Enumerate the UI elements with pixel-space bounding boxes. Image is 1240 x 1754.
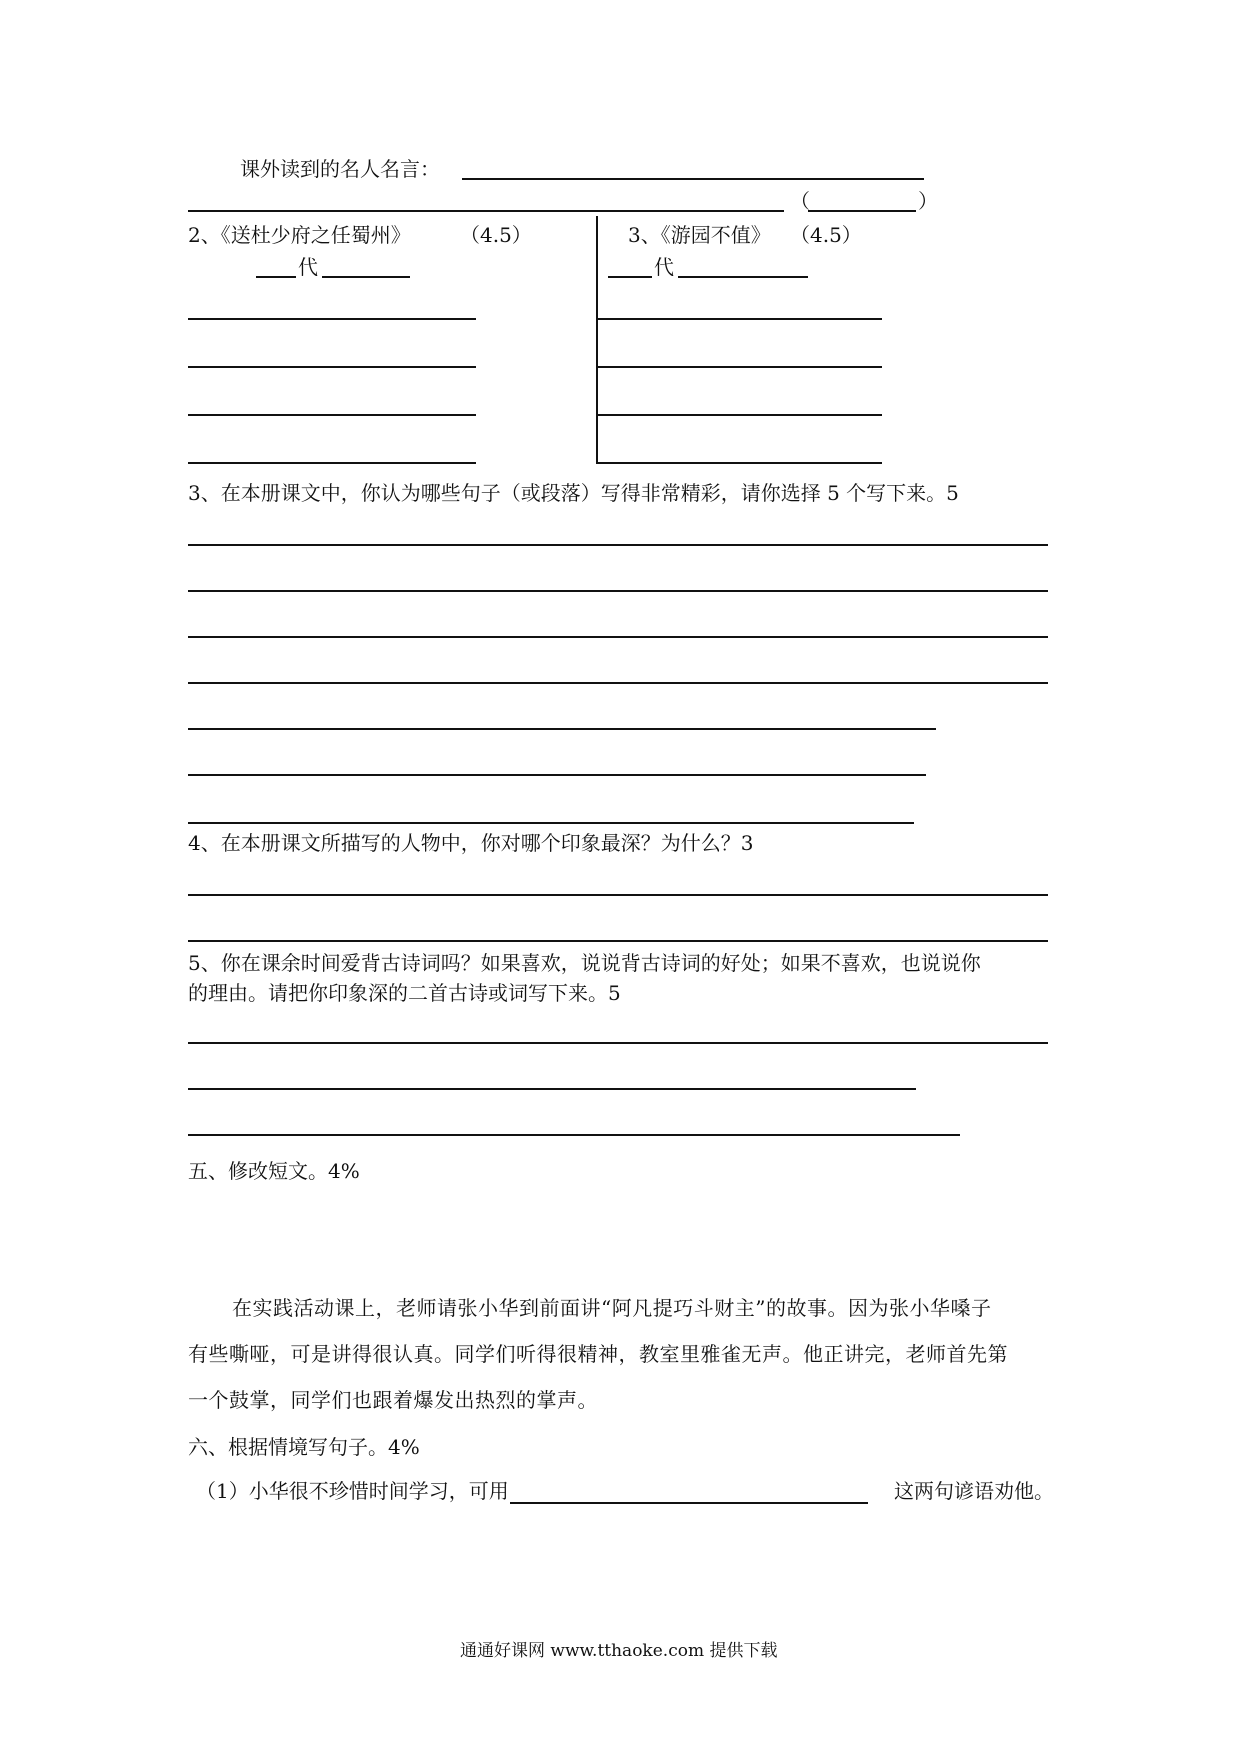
poem3-line-2[interactable] bbox=[598, 366, 882, 368]
poem-divider bbox=[596, 216, 598, 464]
poem2-line-4[interactable] bbox=[188, 462, 476, 464]
q5-answer-line-3[interactable] bbox=[188, 1134, 960, 1136]
poem3-score: （4.5） bbox=[790, 223, 862, 247]
q3-answer-line-3[interactable] bbox=[188, 636, 1048, 638]
q5-answer-line-2[interactable] bbox=[188, 1088, 916, 1090]
poem2-dynasty-label: 代 bbox=[298, 255, 318, 279]
poem2-title: 2、《送杜少府之任蜀州》 bbox=[188, 223, 411, 247]
poem2-author-line[interactable] bbox=[322, 276, 410, 278]
section5-heading: 五、修改短文。4% bbox=[188, 1159, 360, 1183]
q5-prompt-line-2: 的理由。请把你印象深的二首古诗或词写下来。5 bbox=[188, 981, 621, 1005]
section6-heading: 六、根据情境写句子。4% bbox=[188, 1435, 420, 1459]
quote-source-paren-close: ） bbox=[918, 189, 938, 213]
q3-answer-line-7[interactable] bbox=[188, 822, 914, 824]
quote-label: 课外读到的名人名言： bbox=[240, 157, 440, 181]
q4-prompt: 4、在本册课文所描写的人物中，你对哪个印象最深？为什么？3 bbox=[188, 831, 754, 855]
section6-item1-suffix: 这两句谚语劝他。 bbox=[894, 1479, 1054, 1503]
poem3-dynasty-line[interactable] bbox=[608, 276, 652, 278]
q5-answer-line-1[interactable] bbox=[188, 1042, 1048, 1044]
section6-item1-prefix: （1）小华很不珍惜时间学习，可用 bbox=[196, 1479, 509, 1503]
poem2-line-2[interactable] bbox=[188, 366, 476, 368]
quote-source-paren-open: （ bbox=[790, 189, 810, 213]
poem2-line-3[interactable] bbox=[188, 414, 476, 416]
poem3-line-4[interactable] bbox=[598, 462, 882, 464]
poem3-author-line[interactable] bbox=[678, 276, 808, 278]
q4-answer-line-2[interactable] bbox=[188, 940, 1048, 942]
poem2-dynasty-line[interactable] bbox=[256, 276, 296, 278]
poem3-title: 3、《游园不值》 bbox=[628, 223, 771, 247]
section6-item1-answer-line[interactable] bbox=[510, 1502, 868, 1504]
q3-answer-line-2[interactable] bbox=[188, 590, 1048, 592]
quote-source-line[interactable] bbox=[808, 210, 916, 212]
poem3-line-1[interactable] bbox=[598, 318, 882, 320]
q5-prompt-line-1: 5、你在课余时间爱背古诗词吗？如果喜欢，说说背古诗词的好处；如果不喜欢，也说说你 bbox=[188, 951, 981, 975]
q3-answer-line-6[interactable] bbox=[188, 774, 926, 776]
quote-answer-line-1[interactable] bbox=[462, 178, 924, 180]
quote-answer-line-2[interactable] bbox=[188, 210, 784, 212]
poem2-score: （4.5） bbox=[460, 223, 532, 247]
poem3-line-3[interactable] bbox=[598, 414, 882, 416]
passage-line-3: 一个鼓掌，同学们也跟着爆发出热烈的掌声。 bbox=[188, 1388, 598, 1412]
q4-answer-line-1[interactable] bbox=[188, 894, 1048, 896]
poem2-line-1[interactable] bbox=[188, 318, 476, 320]
passage-line-1: 在实践活动课上，老师请张小华到前面讲“阿凡提巧斗财主”的故事。因为张小华嗓子 bbox=[232, 1296, 992, 1320]
passage-line-2: 有些嘶哑，可是讲得很认真。同学们听得很精神，教室里雅雀无声。他正讲完，老师首先第 bbox=[188, 1342, 1008, 1366]
q3-answer-line-5[interactable] bbox=[188, 728, 936, 730]
q3-prompt: 3、在本册课文中，你认为哪些句子（或段落）写得非常精彩，请你选择 5 个写下来。5 bbox=[188, 481, 959, 505]
page-footer: 通通好课网 www.tthaoke.com 提供下载 bbox=[460, 1641, 778, 1661]
q3-answer-line-4[interactable] bbox=[188, 682, 1048, 684]
poem3-dynasty-label: 代 bbox=[654, 255, 674, 279]
q3-answer-line-1[interactable] bbox=[188, 544, 1048, 546]
